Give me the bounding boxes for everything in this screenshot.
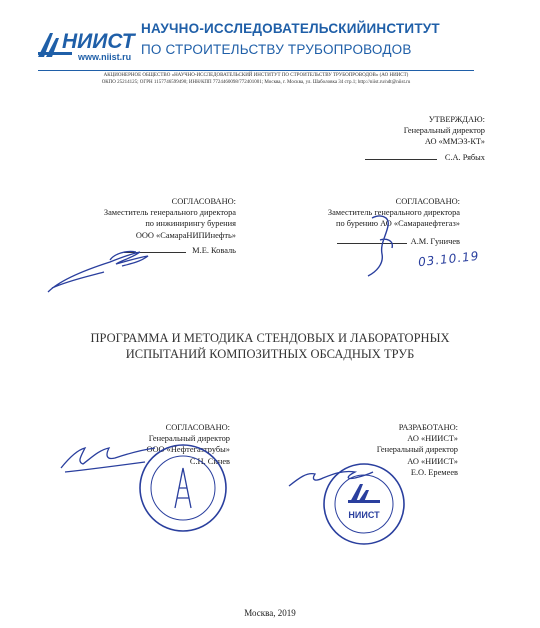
agreed-left-signature [40, 240, 180, 300]
agreed-right-signature [350, 210, 410, 280]
agreed-left-signer: М.Е. Коваль [192, 245, 236, 255]
developed-signer: Е.О. Еремеев [410, 467, 458, 477]
document-title-line1: ПРОГРАММА И МЕТОДИКА СТЕНДОВЫХ И ЛАБОРАТОРНЫХ [90, 331, 450, 345]
agreed-bottom-position: Генеральный директор [148, 434, 230, 444]
developed-position: Генеральный директор [376, 445, 458, 455]
approval-position: Генеральный директор [403, 126, 485, 136]
company-requisites: ОКПО 25214125; ОГРН 1157746599490; ИНН/КПП 7724460098/772401001; Москва, г. Москва, ул. Шаболовка 34 стр.1; http://niist.ru/ndt@niist.ru [101, 80, 411, 85]
approval-block [300, 114, 485, 163]
agreed-right-date: 03.10.19 [417, 248, 481, 270]
agreed-right-heading: СОГЛАСОВАНО: [395, 197, 460, 206]
company-round-stamp-left [137, 442, 229, 534]
footer-place-year: Москва, 2019 [244, 608, 296, 618]
agreed-left-position: Заместитель генерального директора [103, 208, 236, 218]
document-title-line2: ИСПЫТАНИЙ КОМПОЗИТНЫХ ОБСАДНЫХ ТРУБ [125, 347, 415, 361]
agreed-right-signer: А.М. Гуничев [410, 236, 460, 246]
developed-org-repeat: АО «НИИСТ» [407, 456, 458, 466]
institute-name-line2: ПО СТРОИТЕЛЬСТВУ ТРУБОПРОВОДОВ [141, 42, 412, 57]
letterhead [0, 0, 540, 100]
approval-signature-line [365, 159, 437, 160]
developed-org: АО «НИИСТ» [407, 434, 458, 444]
approval-signer: С.А. Рябых [444, 152, 485, 162]
agreed-right-position: Заместитель генерального директора [327, 208, 460, 218]
stamp-right-label: НИИСТ [348, 510, 380, 520]
agreed-right-org: по бурению АО «Самаранефтегаз» [336, 219, 460, 229]
agreed-bottom-heading: СОГЛАСОВАНО: [165, 423, 230, 432]
agreed-bottom-signer: С.Н. Синев [189, 456, 230, 466]
approval-heading: УТВЕРЖДАЮ: [428, 115, 485, 124]
agreed-left-department: по инжинирингу бурения [145, 219, 236, 229]
developed-heading: РАЗРАБОТАНО: [398, 423, 458, 432]
company-round-stamp-right [322, 462, 406, 546]
document-title [30, 330, 510, 362]
agreed-left-heading: СОГЛАСОВАНО: [171, 197, 236, 206]
logo-name: НИИСТ [62, 30, 135, 53]
logo-url: www.niist.ru [78, 52, 132, 62]
company-full-name: АКЦИОНЕРНОЕ ОБЩЕСТВО «НАУЧНО-ИССЛЕДОВАТЕЛЬСКИЙ ИНСТИТУТ ПО СТРОИТЕЛЬСТВУ ТРУБОПРОВОДОВ» (АО НИИСТ) [103, 73, 409, 78]
institute-name-line1: НАУЧНО-ИССЛЕДОВАТЕЛЬСКИЙИНСТИТУТ [141, 21, 440, 36]
agreed-left-org: ООО «СамараНИПИнефть» [135, 230, 236, 240]
approval-org: АО «ММЭЗ-КТ» [424, 137, 485, 147]
agreed-bottom-org: ООО «Нефтегазтрубы» [146, 445, 230, 455]
header-rule [38, 70, 474, 71]
